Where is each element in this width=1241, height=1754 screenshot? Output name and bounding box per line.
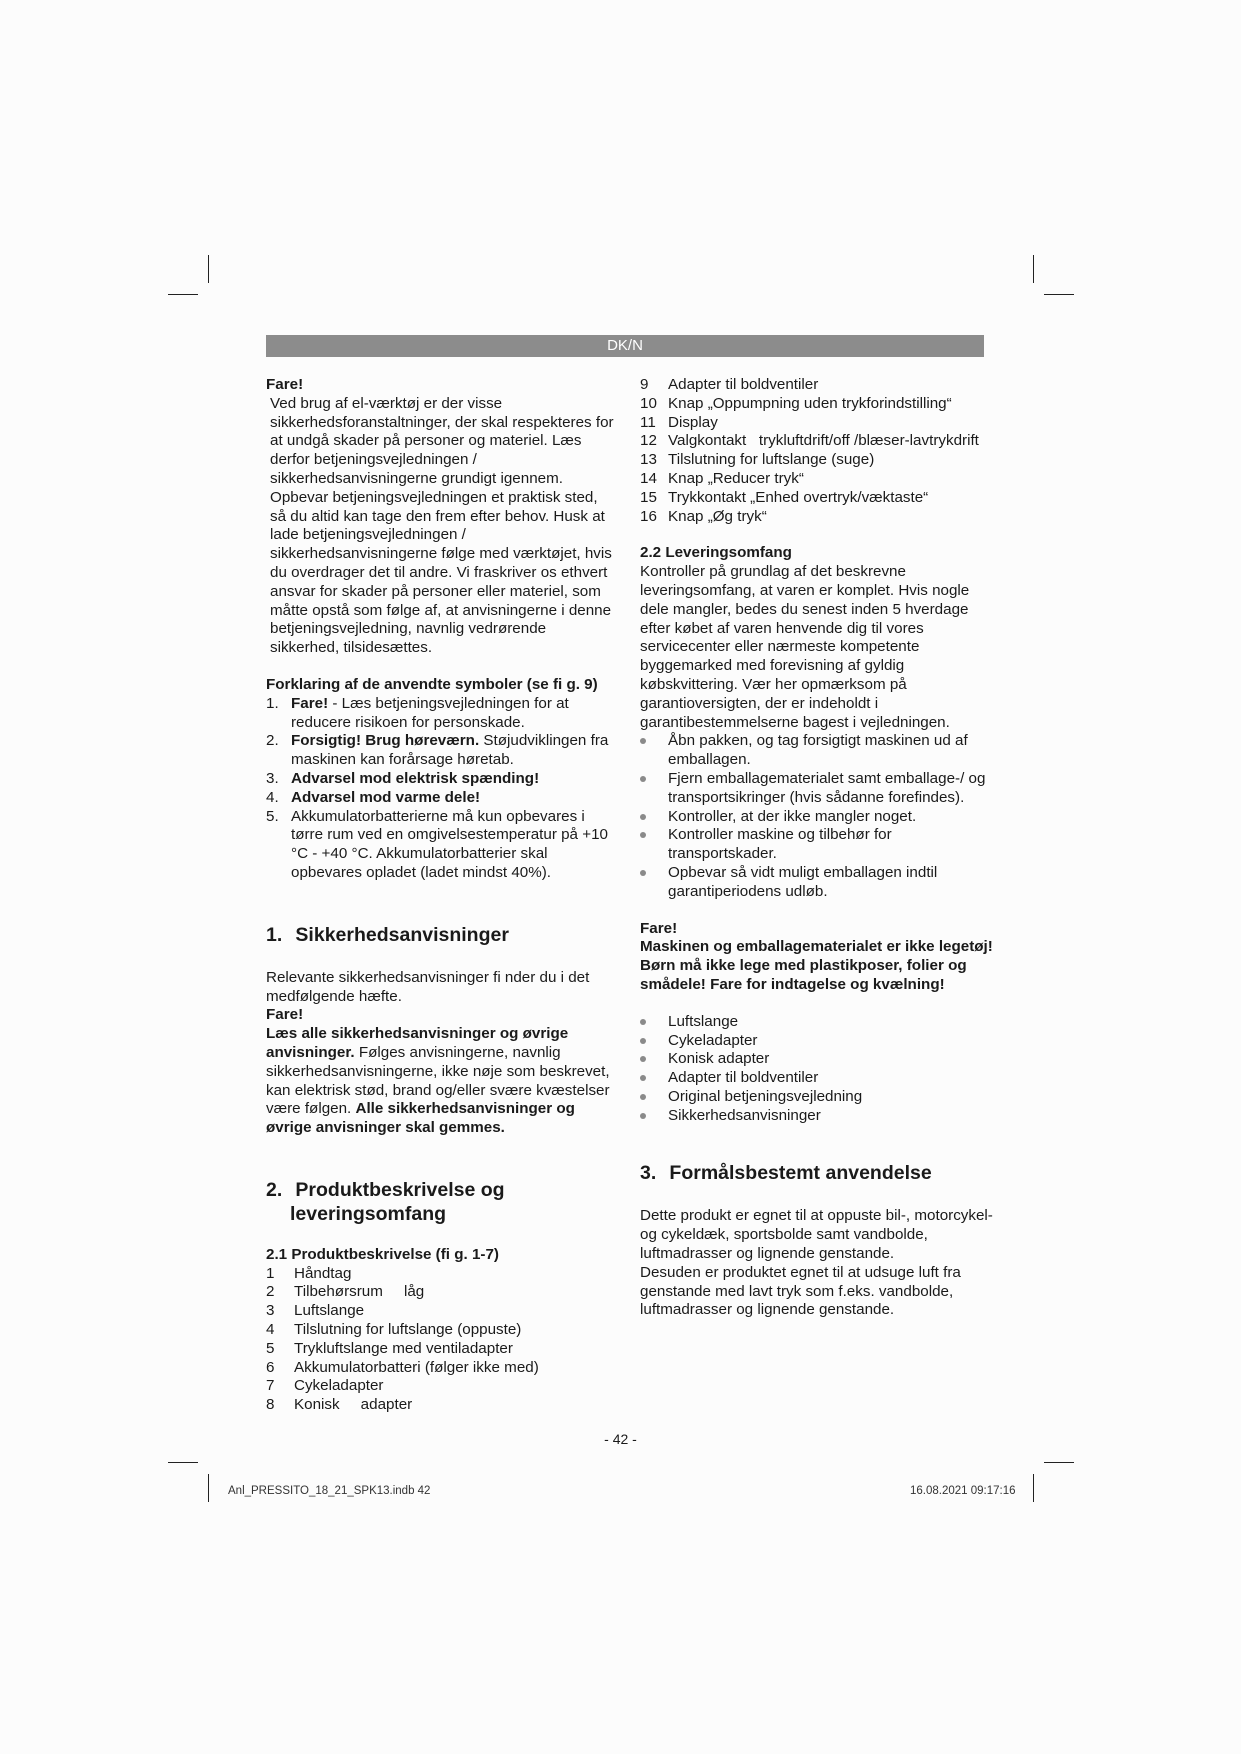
section-2-2-heading: 2.2 Leveringsomfang (640, 544, 792, 562)
safety-warning-paragraph: Læs alle sikkerhedsanvisninger og øvrige anvisninger. Følges anvisningerne, navnlig sikkerhedsanvisningerne, ikke nøje som beskrevet, kan elektrisk stød, brand og/eller svære kvæstelser være følgen. Alle sikkerhedsanvisninger og øvrige anvisninger skal gemmes. (266, 1025, 610, 1137)
symbol-item: 3. Advarsel mod elektrisk spænding! (266, 769, 540, 787)
section-3-paragraph: Dette produkt er egnet til at oppuste bil-, motorcykel- og cykeldæk, sportsbolde samt vandbolde, luftmadrasser og lignende genstande. (640, 1207, 993, 1263)
file-info: Anl_PRESSITO_18_21_SPK13.indb 42 (228, 1485, 431, 1497)
print-timestamp: 16.08.2021 09:17:16 (910, 1485, 1016, 1497)
danger-paragraph: Ved brug af el-værktøj er der visse sikkerhedsforanstaltninger, der skal respekteres for at undgå skader på personer og materiel. Læs derfor betjeningsvejledningen / sikkerhedsanvisningerne grundigt igennem. Opbevar betjeningsvejledningen et praktisk sted, så du altid kan tage den frem efter behov. Husk at lade betjeningsvejledningen / sikkerhedsanvisningerne følge med værktøjet, hvis du overdrager det til andre. Vi fraskriver os ethvert ansvar for skader på personer eller materiel, som måtte opstå som følge af, at anvisningerne i denne betjeningsvejledning, navnlig vedrørende sikkerhed, tilsidesættes. (270, 394, 614, 657)
crop-mark (168, 1462, 198, 1463)
symbol-item: 5. Akkumulatorbatterierne må kun opbevares i tørre rum ved en omgivelsestemperatur på +10 °C - +40 °C. Akkumulatorbatterier skal opbevares opladet (ladet mindst 40%). (266, 807, 608, 881)
delivery-item: Adapter til boldventiler (640, 1069, 1000, 1088)
unpacking-step: Fjern emballagematerialet samt emballage-/ og transportsikringer (hvis sådanne forefindes). (640, 770, 1000, 808)
crop-mark (208, 255, 209, 283)
unpacking-step: Kontroller, at der ikke mangler noget. (640, 808, 1000, 827)
section-2-2-paragraph: Kontroller på grundlag af det beskrevne leveringsomfang, at varen er komplet. Hvis nogle dele mangler, bedes du senest inden 5 hverdage efter købet af varen henvende dig til vores servicecenter eller nærmeste kompetente byggemarked med forevisning af gyldig købskvittering. Vær her opmærksom på garantioversigten, der er indeholdt i garantibestemmelserne bagest i vejledningen. (640, 563, 970, 731)
delivery-item: Original betjeningsvejledning (640, 1088, 1000, 1107)
crop-mark (1033, 255, 1034, 283)
part-item: 11 Display (640, 413, 718, 431)
symbols-list (266, 695, 616, 883)
part-item: 3 Luftslange (266, 1302, 365, 1320)
unpacking-step: Åbn pakken, og tag forsigtigt maskinen ud af emballagen. (640, 732, 1000, 770)
danger-paragraph: Maskinen og emballagematerialet er ikke legetøj! Børn må ikke lege med plastikposer, folier og smådele! Fare for indtagelse og kvælning! (640, 938, 993, 993)
section-2-1-heading: 2.1 Produktbeskrivelse (fi g. 1-7) (266, 1245, 499, 1263)
crop-mark (168, 294, 198, 295)
crop-mark (1044, 1462, 1074, 1463)
part-item: 2 Tilbehørsrum låg (266, 1283, 425, 1301)
part-item: 9 Adapter til boldventiler (640, 376, 819, 393)
danger-heading: Fare! (640, 919, 678, 937)
section-1-heading: 1. Sikkerhedsanvisninger (266, 923, 509, 946)
symbol-item: 1. Fare! - Læs betjeningsvejledningen for at reducere risikoen for personskade. (266, 694, 569, 731)
crop-mark (1044, 294, 1074, 295)
section-2-heading: 2. Produktbeskrivelse og leveringsomfang (266, 1178, 505, 1225)
part-item: 1 Håndtag (266, 1264, 352, 1282)
part-item: 6 Akkumulatorbatteri (følger ikke med) (266, 1358, 539, 1376)
unpacking-steps-list (640, 732, 1000, 901)
section-3-paragraph: Desuden er produktet egnet til at udsuge luft fra genstande med lavt tryk som f.eks. vandbolde, luftmadrasser og lignende genstande. (640, 1263, 961, 1319)
right-column (640, 376, 1000, 1320)
delivery-items-list (640, 1013, 1000, 1126)
parts-list (266, 1265, 616, 1415)
section-3-heading: 3. Formålsbestemt anvendelse (640, 1162, 932, 1185)
part-item: 16 Knap „Øg tryk“ (640, 507, 767, 525)
language-header-bar: DK/N (266, 335, 984, 357)
crop-mark (208, 1474, 209, 1502)
part-item: 12 Valgkontakt trykluftdrift/off /blæser-lavtrykdrift (640, 432, 979, 450)
delivery-item: Luftslange (640, 1013, 1000, 1032)
symbol-item: 4. Advarsel mod varme dele! (266, 788, 481, 806)
part-item: 15 Trykkontakt „Enhed overtryk/væktaste“ (640, 488, 929, 506)
symbol-item: 2. Forsigtig! Brug høreværn. Støjudviklingen fra maskinen kan forårsage høretab. (266, 732, 609, 769)
delivery-item: Cykeladapter (640, 1032, 1000, 1051)
danger-heading: Fare! (266, 376, 304, 393)
unpacking-step: Kontroller maskine og tilbehør for transportskader. (640, 826, 1000, 864)
part-item: 8 Konisk adapter (266, 1396, 413, 1414)
page-number: - 42 - (604, 1431, 637, 1447)
danger-heading: Fare! (266, 1006, 304, 1024)
left-column (266, 376, 616, 1415)
part-item: 10 Knap „Oppumpning uden trykforindstilling“ (640, 394, 952, 412)
delivery-item: Sikkerhedsanvisninger (640, 1107, 1000, 1126)
part-item: 7 Cykeladapter (266, 1377, 384, 1395)
part-item: 14 Knap „Reducer tryk“ (640, 469, 804, 487)
crop-mark (1033, 1474, 1034, 1502)
part-item: 13 Tilslutning for luftslange (suge) (640, 451, 875, 469)
part-item: 5 Trykluftslange med ventiladapter (266, 1339, 513, 1357)
symbols-heading: Forklaring af de anvendte symboler (se fi g. 9) (266, 675, 598, 693)
unpacking-step: Opbevar så vidt muligt emballagen indtil garantiperiodens udløb. (640, 864, 1000, 902)
parts-list (640, 376, 1000, 526)
part-item: 4 Tilslutning for luftslange (oppuste) (266, 1321, 522, 1339)
delivery-item: Konisk adapter (640, 1050, 1000, 1069)
section-1-paragraph: Relevante sikkerhedsanvisninger fi nder du i det medfølgende hæfte. (266, 968, 590, 1005)
